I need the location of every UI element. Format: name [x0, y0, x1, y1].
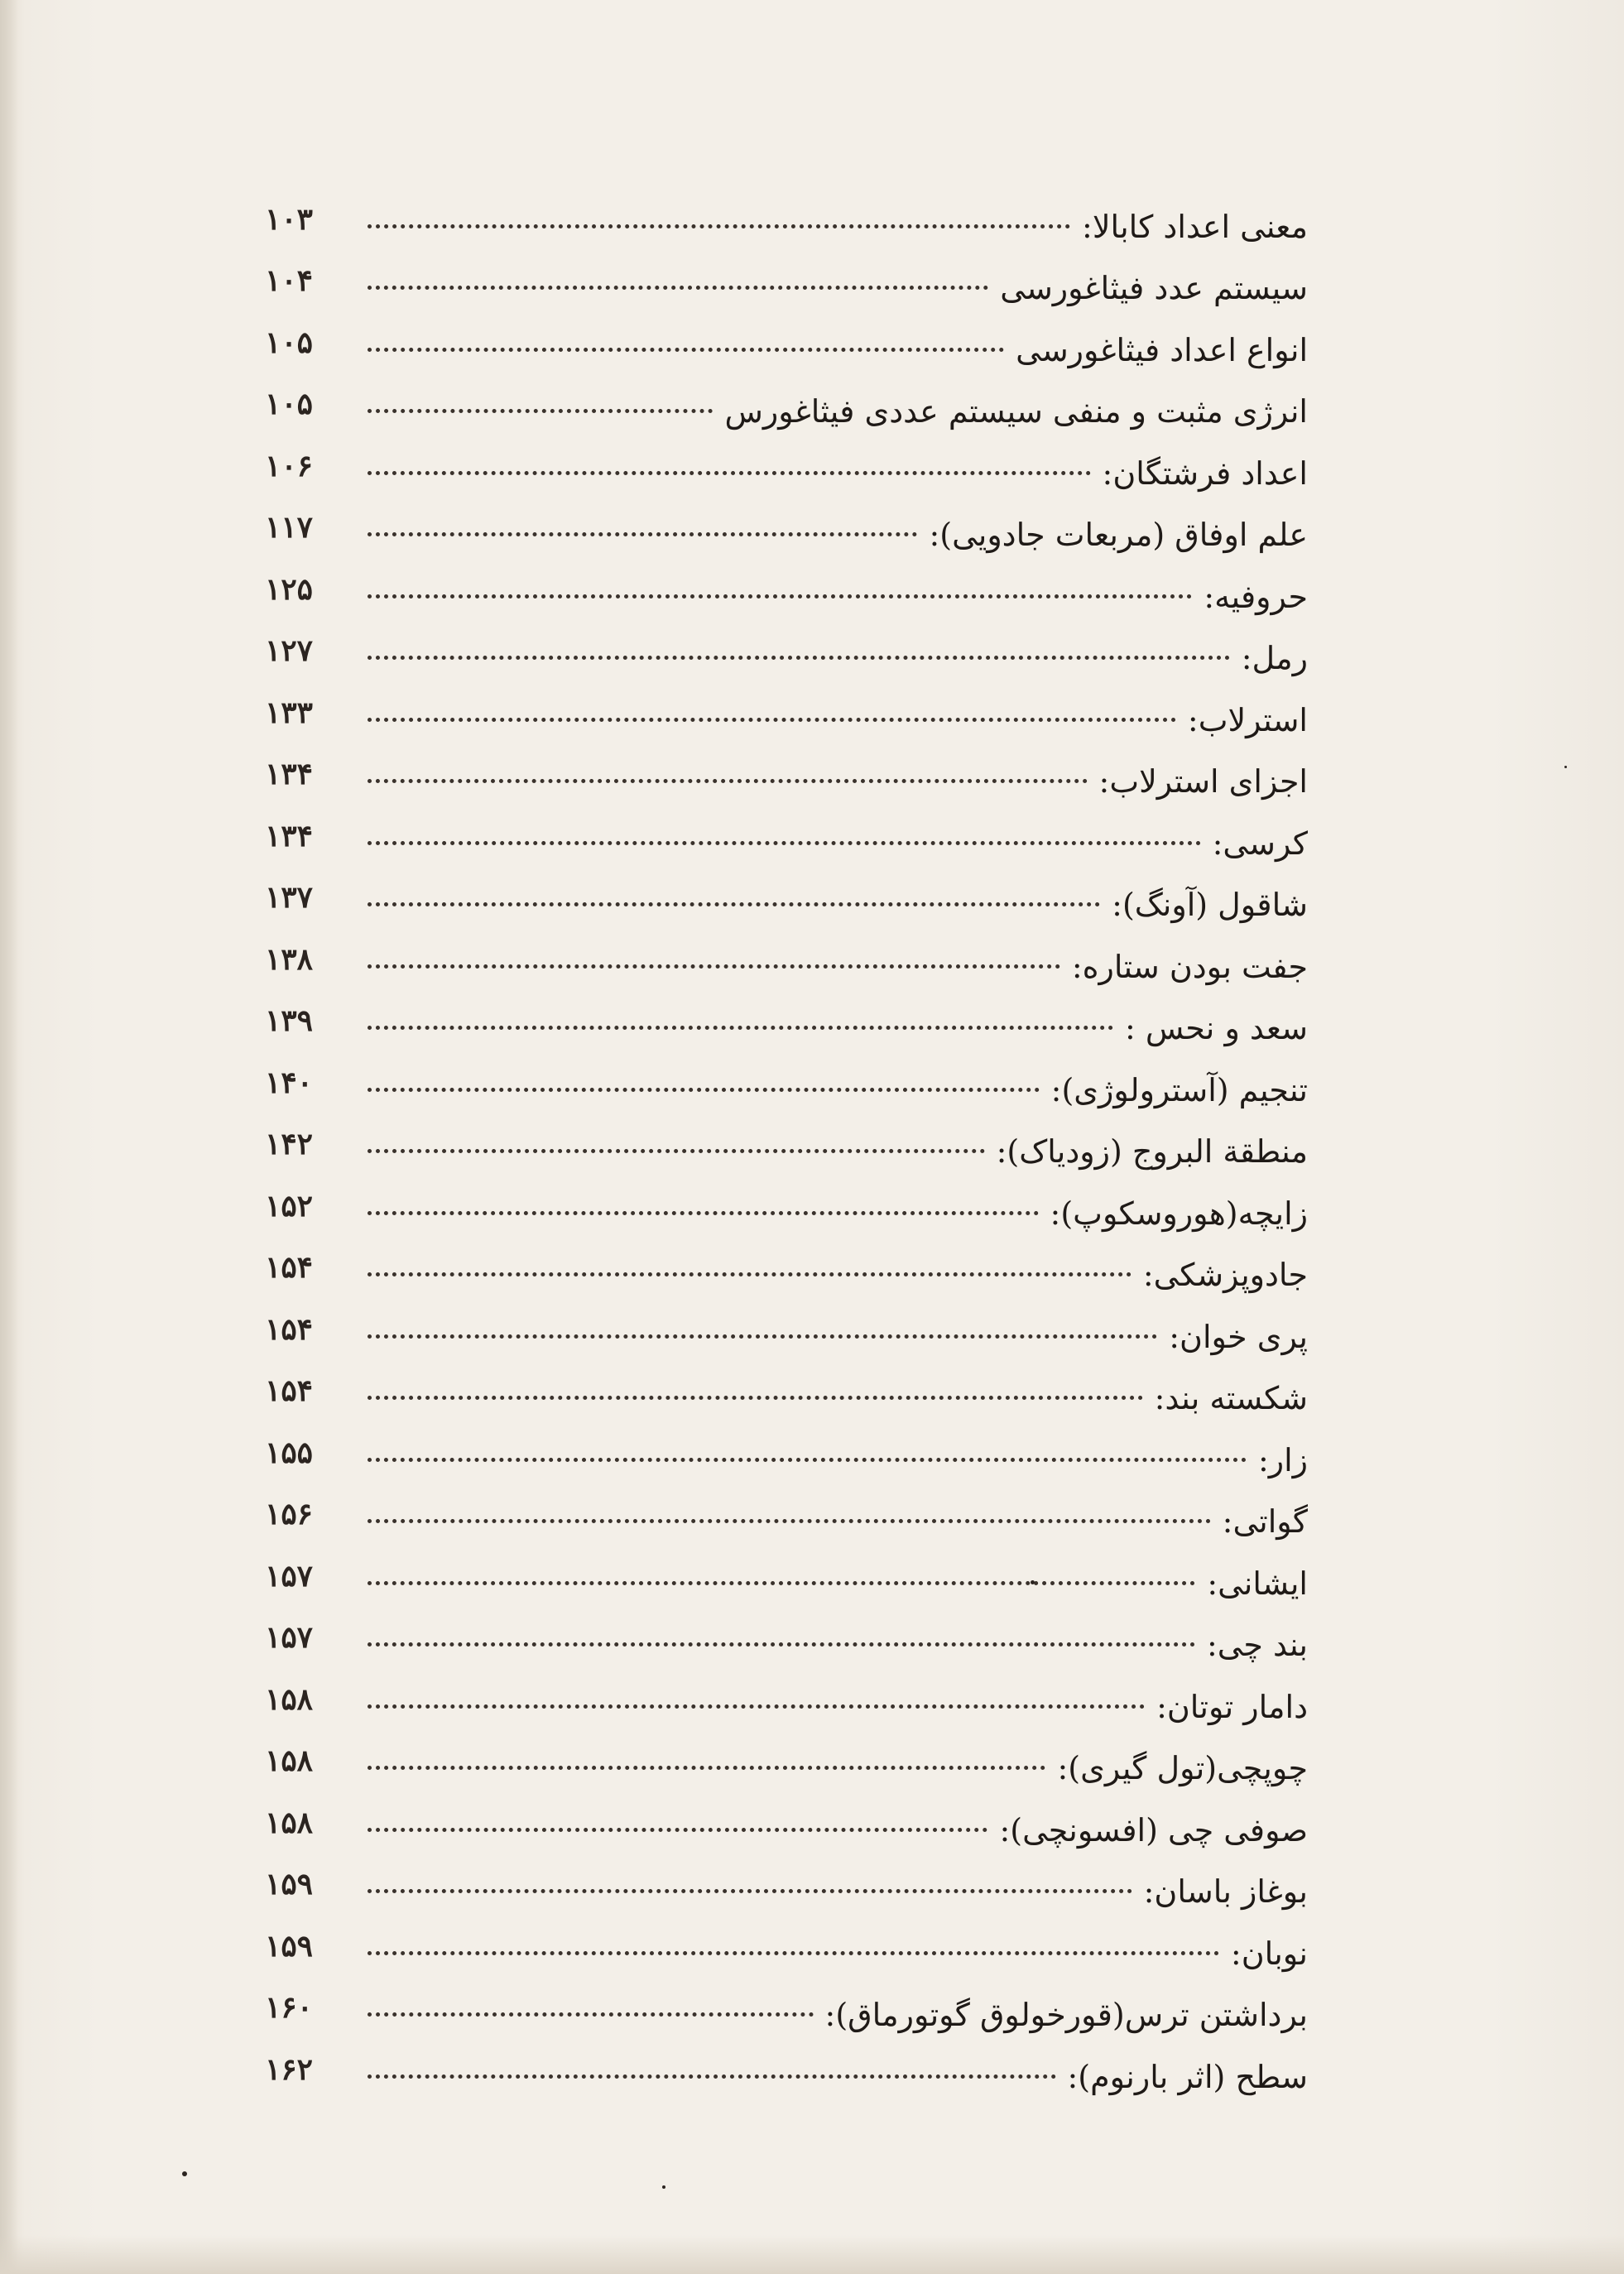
dot-leader	[368, 718, 1176, 722]
toc-entry-title: زار:	[1257, 1441, 1308, 1478]
toc-entry	[265, 1666, 1308, 1728]
dot-leader	[368, 1088, 1040, 1092]
toc-entry	[265, 680, 1308, 742]
toc-entry	[265, 1852, 1308, 1914]
toc-entry	[265, 1913, 1308, 1975]
toc-entry-title: پری خوان:	[1169, 1318, 1308, 1355]
dot-leader	[368, 2012, 814, 2017]
binding-shadow	[0, 0, 18, 2274]
toc-entry-title: انرژی مثبت و منفی سیستم عددی فیثاغورس	[724, 393, 1308, 430]
toc-entry-title: علم اوفاق (مربعات جادویی):	[929, 517, 1308, 553]
toc-page-number: ۱۶۰	[265, 1990, 314, 2025]
toc-entry-title: کرسی:	[1212, 825, 1308, 862]
toc-entry	[265, 1605, 1308, 1667]
toc-page-number: ۱۴۲	[265, 1127, 314, 1161]
dot-leader	[368, 2074, 1056, 2079]
toc-page-number: ۱۰۶	[265, 448, 314, 483]
toc-page-number: ۱۳۸	[265, 941, 314, 977]
toc-entry-title: ایشانی:	[1207, 1565, 1308, 1602]
toc-page-number: ۱۳۴	[265, 818, 314, 853]
toc-entry-title: نوبان:	[1230, 1935, 1308, 1972]
toc-entry-title: زایچه(هوروسکوپ):	[1050, 1195, 1308, 1232]
dot-leader	[368, 224, 1070, 228]
dot-leader	[368, 656, 1230, 660]
toc-page-number: ۱۰۴	[265, 263, 314, 298]
toc-page-number: ۱۳۳	[265, 695, 314, 730]
toc-entry	[265, 803, 1308, 865]
dot-leader	[368, 902, 1100, 906]
dot-leader	[368, 1396, 1143, 1400]
ink-speck	[662, 2185, 665, 2189]
toc-page-number: ۱۲۵	[265, 571, 314, 607]
ink-speck	[182, 2171, 187, 2176]
toc-entry-title: اعداد فرشتگان:	[1102, 454, 1308, 492]
toc-entry-title: بند چی:	[1206, 1627, 1308, 1663]
toc-entry-title: صوفی چی (افسونچی):	[999, 1811, 1308, 1849]
toc-page-number: ۱۵۷	[265, 1620, 314, 1655]
toc-entry	[265, 495, 1308, 557]
dot-leader	[368, 1458, 1247, 1462]
dot-leader	[368, 532, 917, 536]
toc-entry	[265, 1050, 1308, 1112]
ink-speck	[1031, 1580, 1035, 1584]
dot-leader	[368, 1951, 1219, 1955]
toc-entry	[265, 1790, 1308, 1852]
toc-entry	[265, 1420, 1308, 1482]
dot-leader	[368, 1889, 1132, 1893]
dot-leader	[368, 964, 1060, 969]
toc-entry-title: شکسته بند:	[1154, 1380, 1308, 1416]
toc-page-number: ۱۶۲	[265, 2051, 314, 2087]
toc-page-number: ۱۵۸	[265, 1681, 314, 1717]
toc-page-number: ۱۱۷	[265, 510, 314, 545]
toc-page-number: ۱۵۶	[265, 1497, 314, 1531]
dot-leader	[368, 1642, 1195, 1647]
toc-entry-title: بوغاز باسان:	[1143, 1873, 1308, 1910]
toc-entry	[265, 1358, 1308, 1421]
dot-leader	[368, 1519, 1211, 1523]
toc-page-number: ۱۵۴	[265, 1250, 314, 1285]
toc-entry	[265, 1543, 1308, 1605]
toc-entry-title: جفت بودن ستاره:	[1071, 948, 1308, 985]
toc-page-number: ۱۵۹	[265, 1928, 314, 1964]
toc-entry-title: انواع اعداد فیثاغورسی	[1016, 331, 1308, 368]
dot-leader	[368, 779, 1088, 783]
bottom-edge-shadow	[0, 2235, 1624, 2274]
toc-page-number: ۱۵۴	[265, 1311, 314, 1347]
toc-page-number: ۱۴۰	[265, 1065, 314, 1100]
toc-page-number: ۱۵۴	[265, 1373, 314, 1408]
dot-leader	[368, 348, 1004, 352]
toc-entry	[265, 1728, 1308, 1791]
toc-entry	[265, 988, 1308, 1050]
toc-entry	[265, 742, 1308, 804]
toc-page-number: ۱۵۸	[265, 1805, 314, 1840]
toc-page-number: ۱۵۹	[265, 1867, 314, 1901]
dot-leader	[368, 841, 1201, 845]
toc-page-number: ۱۳۷	[265, 880, 314, 915]
toc-page-number: ۱۰۵	[265, 387, 314, 421]
toc-entry	[265, 186, 1308, 248]
toc-page-number: ۱۰۳	[265, 201, 314, 237]
toc-page-number: ۱۳۹	[265, 1003, 314, 1038]
dot-leader	[368, 1704, 1145, 1709]
dot-leader	[368, 1211, 1039, 1215]
toc-page-number: ۱۵۷	[265, 1558, 314, 1594]
toc-page-number: ۱۵۵	[265, 1435, 314, 1470]
toc-entry	[265, 433, 1308, 495]
toc-entry-title: سیستم عدد فیثاغورسی	[1000, 270, 1308, 306]
dot-leader	[368, 1828, 987, 1832]
toc-entry	[265, 865, 1308, 927]
toc-entry-title: دامار توتان:	[1156, 1688, 1308, 1725]
toc-entry-title: معنی اعداد کابالا:	[1082, 208, 1308, 245]
toc-entry	[265, 248, 1308, 310]
toc-entry	[265, 310, 1308, 372]
toc-entry-title: اجزای استرلاب:	[1098, 763, 1308, 800]
toc-entry-title: تنجیم (آسترولوژی):	[1050, 1071, 1308, 1108]
toc-entry	[265, 926, 1308, 988]
dot-leader	[368, 594, 1192, 599]
toc-entry	[265, 1173, 1308, 1235]
toc-entry-title: گواتی:	[1222, 1503, 1308, 1540]
toc-entry-title: سطح (اثر بارنوم):	[1067, 2058, 1308, 2095]
toc-entry-title: سعد و نحس :	[1124, 1010, 1308, 1046]
toc-entry	[265, 2036, 1308, 2099]
toc-page-number: ۱۵۲	[265, 1188, 314, 1224]
table-of-contents	[265, 186, 1308, 2099]
dot-leader	[368, 286, 988, 290]
toc-entry	[265, 1296, 1308, 1358]
toc-entry-title: حروفیه:	[1204, 578, 1308, 615]
dot-leader	[368, 1149, 985, 1153]
dot-leader	[368, 409, 713, 413]
dot-leader	[368, 1026, 1113, 1030]
toc-entry-title: جادوپزشکی:	[1142, 1257, 1308, 1293]
toc-entry	[265, 1112, 1308, 1174]
toc-entry-title: شاقول (آونگ):	[1112, 887, 1308, 923]
toc-entry	[265, 1482, 1308, 1544]
toc-entry	[265, 372, 1308, 434]
toc-entry	[265, 618, 1308, 680]
toc-entry-title: رمل:	[1241, 640, 1308, 676]
dot-leader	[368, 1766, 1045, 1770]
dot-leader	[368, 1581, 1195, 1585]
toc-page-number: ۱۳۴	[265, 757, 314, 791]
toc-page-number: ۱۲۷	[265, 633, 314, 668]
toc-entry-title: استرلاب:	[1187, 701, 1308, 738]
toc-page-number: ۱۵۸	[265, 1743, 314, 1778]
toc-entry	[265, 1975, 1308, 2037]
toc-entry-title: منطقة البروج (زودیاک):	[996, 1133, 1308, 1170]
dot-leader	[368, 1272, 1132, 1276]
dot-leader	[368, 471, 1091, 475]
toc-entry-title: برداشتن ترس(قورخولوق گوتورماق):	[824, 1997, 1308, 2033]
toc-entry-title: چوپچی(تول گیری):	[1057, 1750, 1308, 1786]
toc-page-number: ۱۰۵	[265, 325, 314, 360]
ink-speck	[1564, 766, 1567, 768]
toc-entry	[265, 1235, 1308, 1297]
toc-entry	[265, 556, 1308, 618]
dot-leader	[368, 1334, 1157, 1339]
